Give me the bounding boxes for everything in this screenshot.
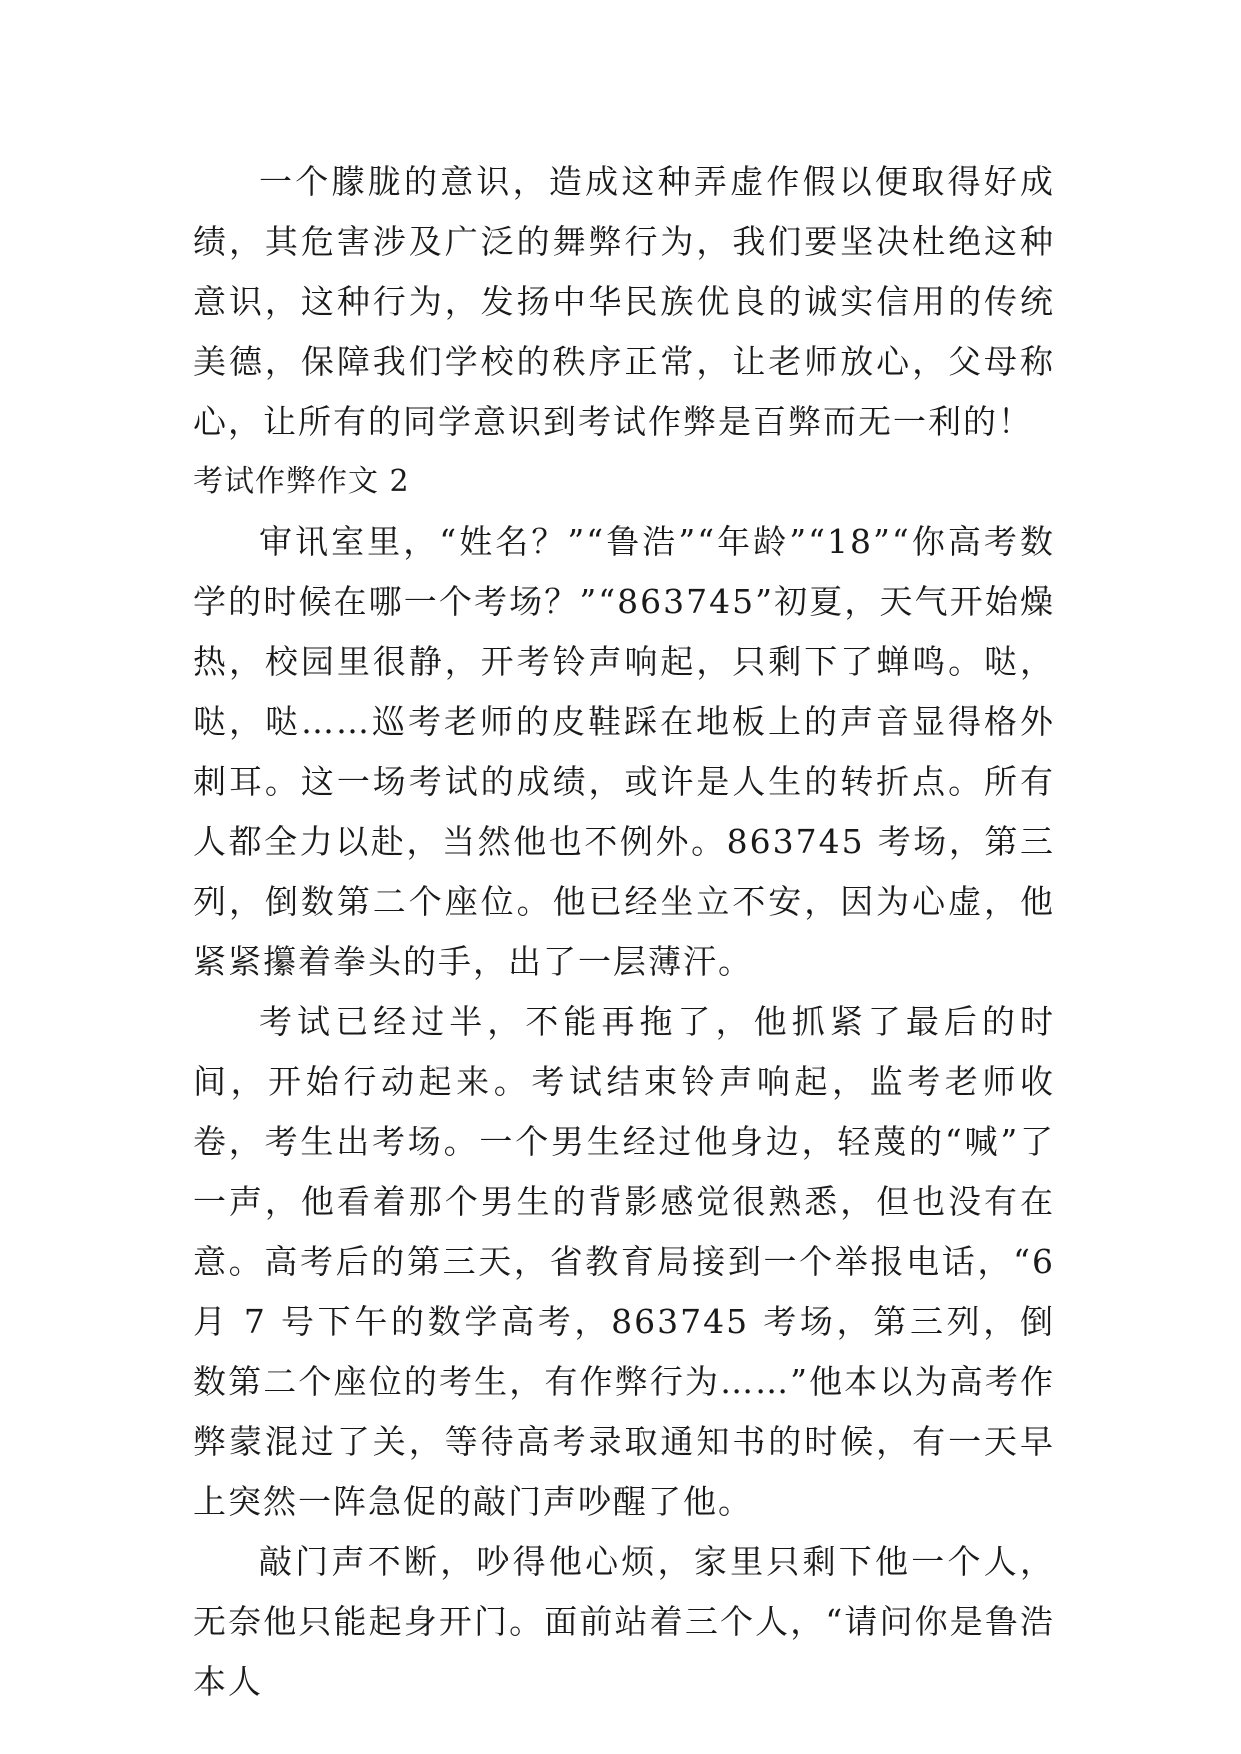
section-heading: 考试作弊作文 2 (193, 464, 410, 499)
document-body (193, 152, 1055, 1712)
paragraph-4: 敲门声不断，吵得他心烦，家里只剩下他一个人，无奈他只能起身开门。面前站着三个人，“请问你是鲁浩本人 (193, 1542, 1055, 1701)
paragraph-2: 审讯室里，“姓名？”“鲁浩”“年龄”“18”“你高考数学的时候在哪一个考场？”“863745”初夏，天气开始燥热，校园里很静，开考铃声响起，只剩下了蝉鸣。哒，哒，哒……巡考老师的皮鞋踩在地板上的声音显得格外刺耳。这一场考试的成绩，或许是人生的转折点。所有人都全力以赴，当然他也不例外。863745 考场，第三列，倒数第二个座位。他已经坐立不安，因为心虚，他紧紧攥着拳头的手，出了一层薄汗。 (193, 522, 1055, 981)
paragraph-1: 一个朦胧的意识，造成这种弄虚作假以便取得好成绩，其危害涉及广泛的舞弊行为，我们要坚决杜绝这种意识，这种行为，发扬中华民族优良的诚实信用的传统美德，保障我们学校的秩序正常，让老师放心，父母称心，让所有的同学意识到考试作弊是百弊而无一利的！ (193, 162, 1055, 441)
paragraph-3: 考试已经过半，不能再拖了，他抓紧了最后的时间，开始行动起来。考试结束铃声响起，监考老师收卷，考生出考场。一个男生经过他身边，轻蔑的“喊”了一声，他看着那个男生的背影感觉很熟悉，但也没有在意。高考后的第三天，省教育局接到一个举报电话，“6 月 7 号下午的数学高考，863745 考场，第三列，倒数第二个座位的考生，有作弊行为……”他本以为高考作弊蒙混过了关，等待高考录取通知书的时候，有一天早上突然一阵急促的敲门声吵醒了他。 (193, 1002, 1055, 1521)
